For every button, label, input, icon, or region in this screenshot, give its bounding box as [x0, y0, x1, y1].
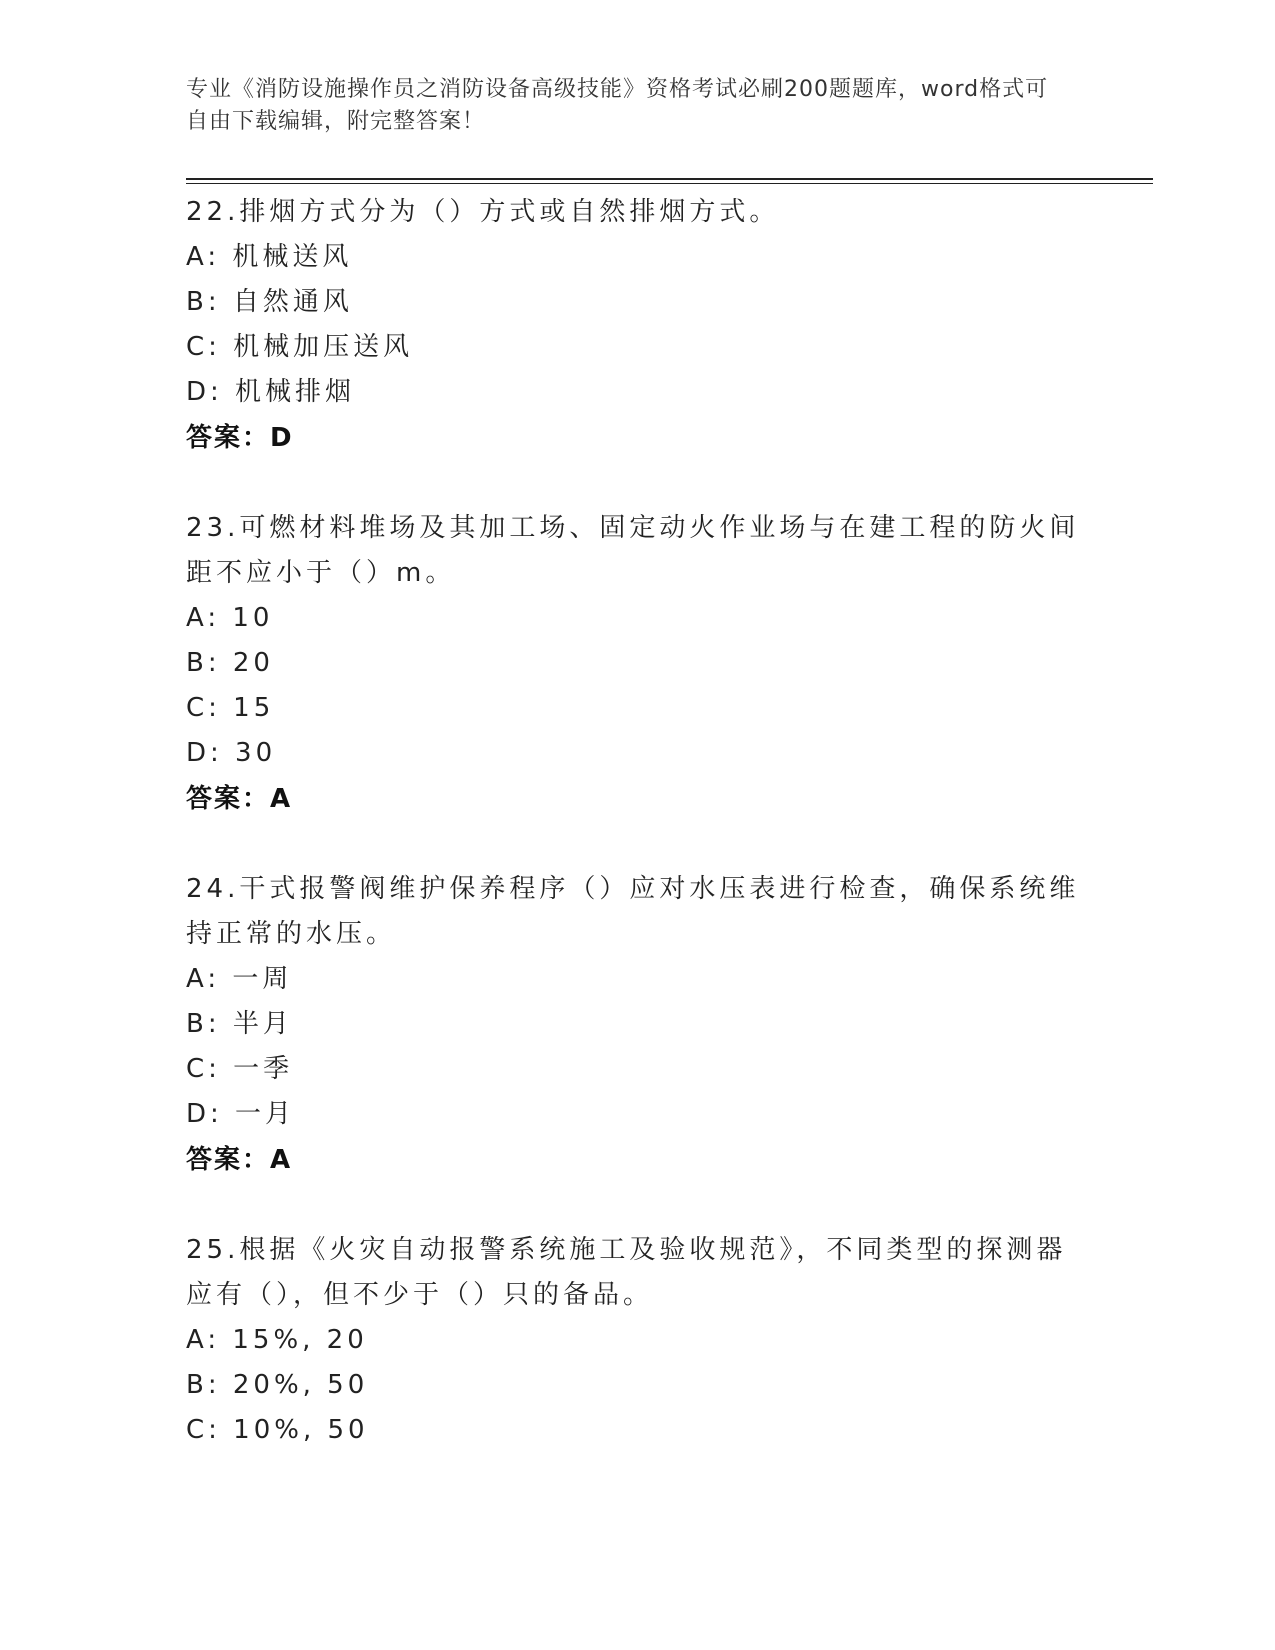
option-c: C: 10%, 50 [186, 1415, 369, 1445]
answer-line [186, 1137, 1086, 1183]
option-a: A: 10 [186, 603, 274, 633]
answer-label: 答案： [186, 1145, 271, 1175]
option-a: A: 机械送风 [186, 242, 353, 272]
answer-label: 答案： [186, 423, 271, 453]
option-d: D: 30 [186, 738, 277, 768]
answer-line [186, 776, 1086, 822]
question-list [186, 190, 1086, 1498]
answer-value: D [270, 423, 294, 453]
option-a: A: 一周 [186, 964, 293, 994]
option-b: B: 半月 [186, 1009, 293, 1039]
option-d: D: 机械排烟 [186, 377, 356, 407]
option-b: B: 20 [186, 648, 274, 678]
option-c: C: 机械加压送风 [186, 332, 414, 362]
option-b: B: 自然通风 [186, 287, 353, 317]
question-25 [186, 1228, 1086, 1453]
answer-line [186, 415, 1086, 461]
option-c: C: 一季 [186, 1054, 294, 1084]
option-d: D: 一月 [186, 1099, 296, 1129]
option-b: B: 20%, 50 [186, 1370, 369, 1400]
question-24 [186, 867, 1086, 1183]
question-text: 25.根据《火灾自动报警系统施工及验收规范》，不同类型的探测器应有（），但不少于（）只的备品。 [186, 1235, 1067, 1310]
document-header: 专业《消防设施操作员之消防设备高级技能》资格考试必刷200题题库，word格式可自由下载编辑，附完整答案！ [186, 77, 1049, 134]
question-22 [186, 190, 1086, 461]
question-text: 22.排烟方式分为（）方式或自然排烟方式。 [186, 197, 780, 227]
answer-value: A [270, 784, 293, 814]
question-text: 24.干式报警阀维护保养程序（）应对水压表进行检查，确保系统维持正常的水压。 [186, 874, 1080, 949]
answer-value: A [270, 1145, 293, 1175]
header-divider-thick [186, 178, 1153, 180]
option-c: C: 15 [186, 693, 275, 723]
option-a: A: 15%, 20 [186, 1325, 368, 1355]
answer-label: 答案： [186, 784, 271, 814]
question-23 [186, 506, 1086, 822]
question-text: 23.可燃材料堆场及其加工场、固定动火作业场与在建工程的防火间距不应小于（）m。 [186, 513, 1080, 588]
header-divider-thin [186, 183, 1153, 184]
